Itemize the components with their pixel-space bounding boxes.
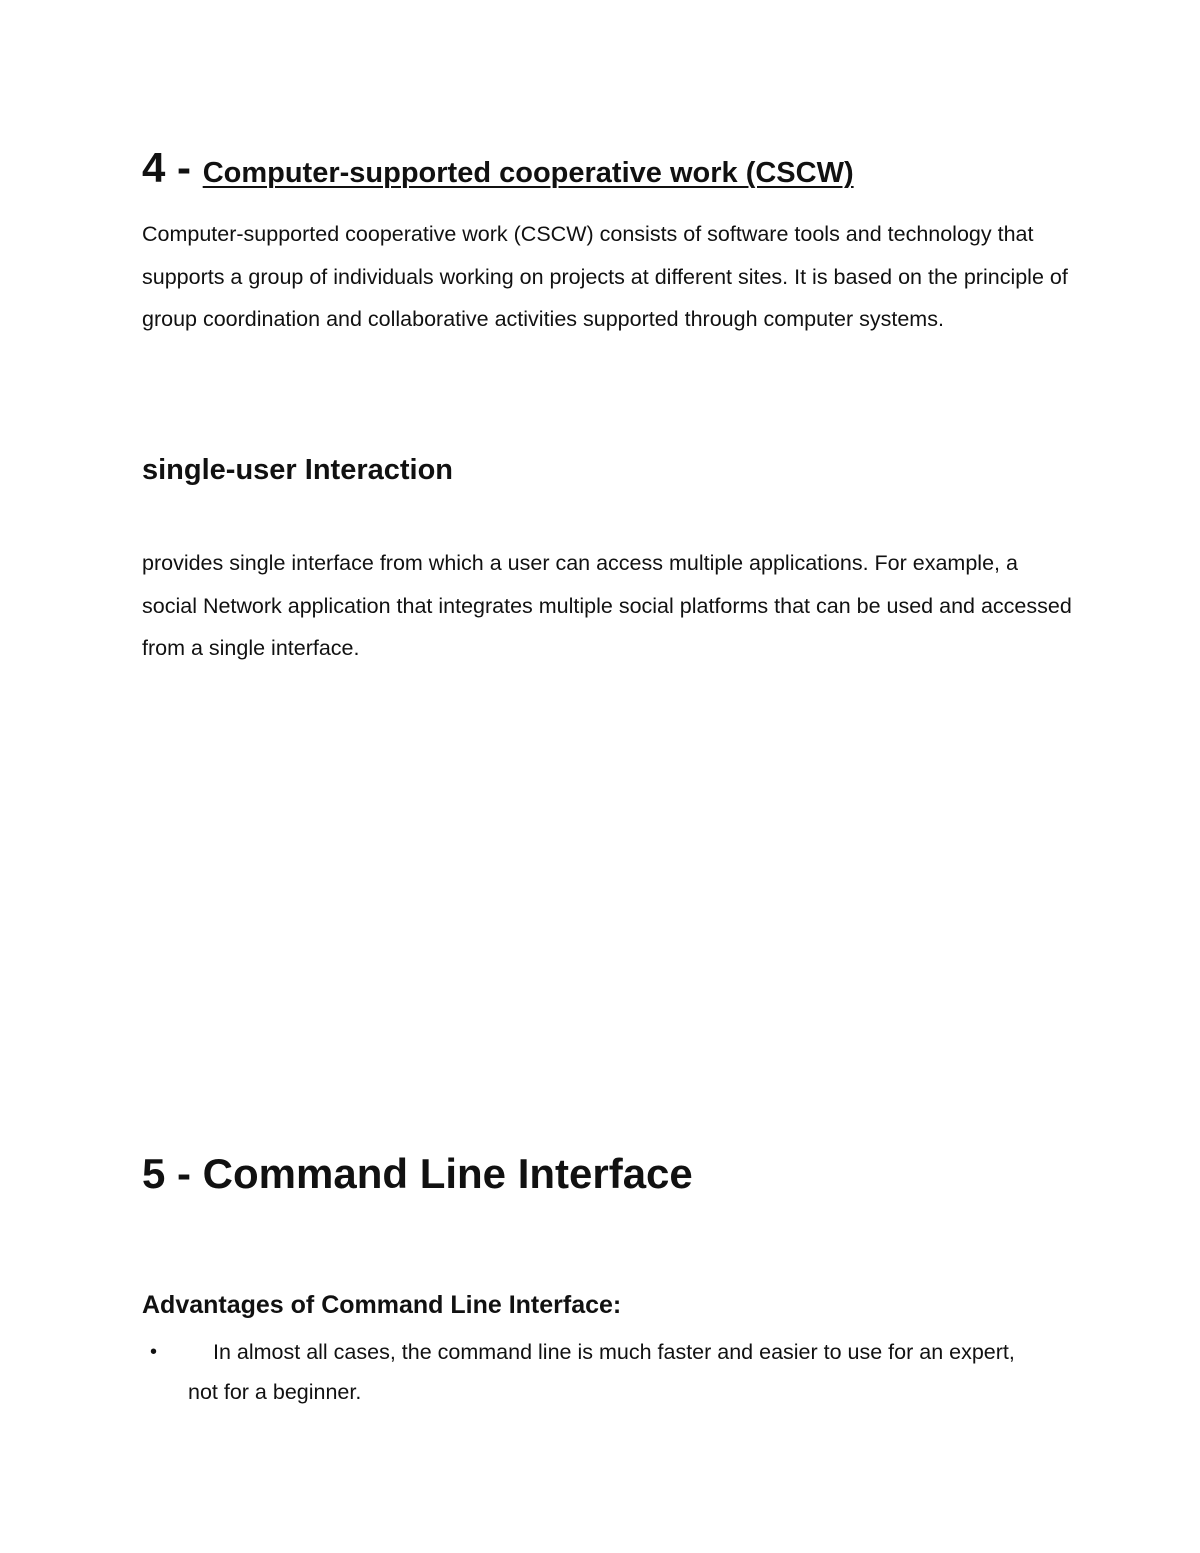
section-4-title: Computer-supported cooperative work (CSCW)	[202, 157, 854, 189]
section-5-heading: 5 - Command Line Interface	[142, 1150, 693, 1197]
cscw-paragraph: Computer-supported cooperative work (CSCW) consists of software tools and technology that supports a group of individuals working on projects at different sites. It is based on the principle of group coordination and collaborative activities supported through computer systems.	[142, 222, 1068, 331]
bullet-text: In almost all cases, the command line is much faster and easier to use for an expert, not for a beginner.	[188, 1340, 1015, 1404]
bullet-icon: •	[150, 1341, 158, 1363]
single-user-paragraph: provides single interface from which a user can access multiple applications. For example, a social Network application that integrates multiple social platforms that can be used and accessed from a single interface.	[142, 551, 1072, 660]
section-4-heading	[142, 146, 854, 195]
advantages-list	[142, 1332, 1042, 1412]
list-item	[142, 1332, 1042, 1412]
single-user-heading: single-user Interaction	[142, 454, 454, 486]
section-4-number: 4 -	[142, 144, 203, 191]
advantages-heading: Advantages of Command Line Interface:	[142, 1291, 622, 1319]
